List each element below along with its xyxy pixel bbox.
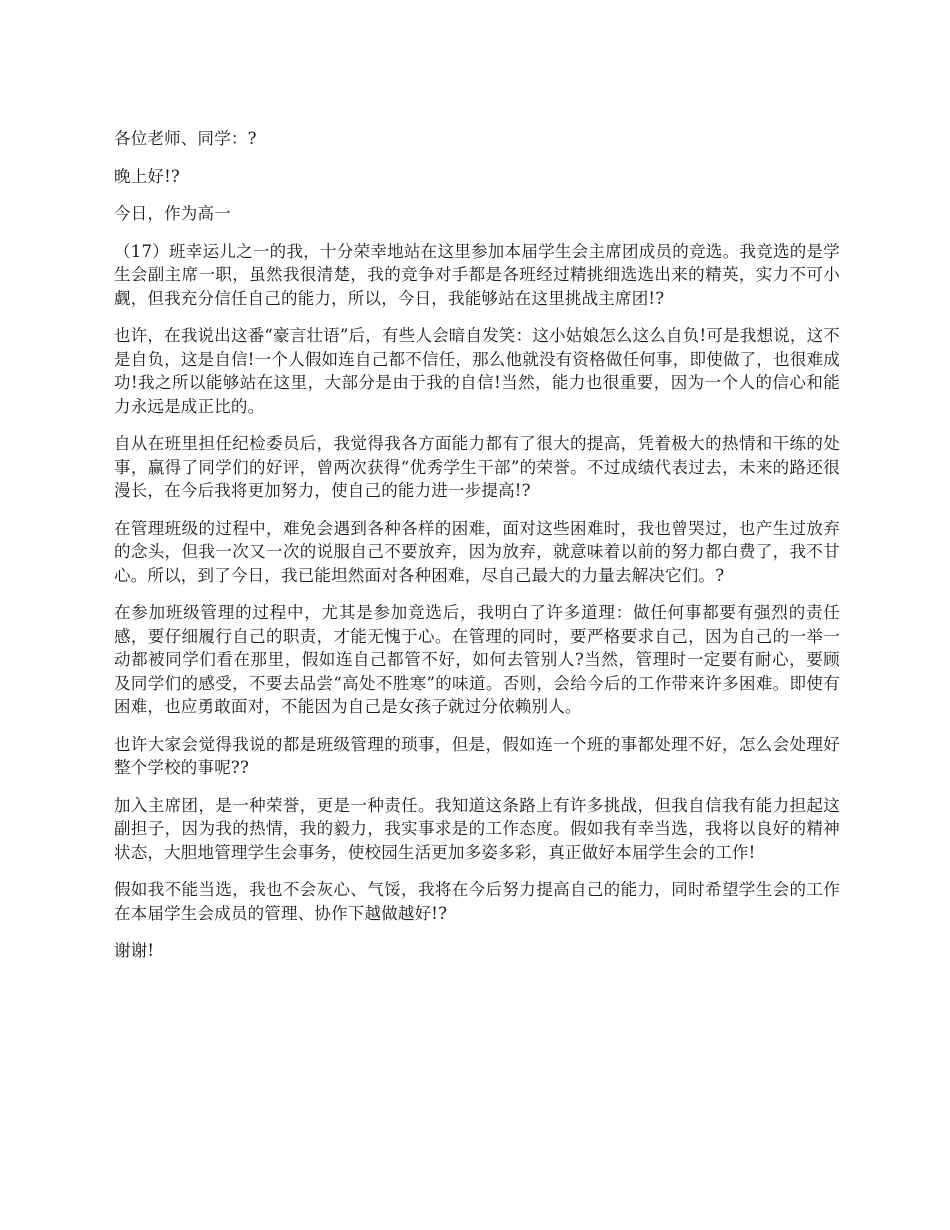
- paragraph-if-not-elected: 假如我不能当选，我也不会灰心、气馁，我将在今后努力提高自己的能力，同时希望学生会的工作在本届学生会成员的管理、协作下越做越好!?: [114, 880, 840, 923]
- document-body: [114, 127, 840, 977]
- paragraph-responsibility: 加入主席团，是一种荣誉，更是一种责任。我知道这条路上有许多挑战，但我自信我有能力担起这副担子，因为我的热情，我的毅力，我实事求是的工作态度。假如我有幸当选，我将以良好的精神状态，大胆地管理学生会事务，使校园生活更加多姿多彩，真正做好本届学生会的工作!: [114, 795, 840, 862]
- paragraph-difficulties: 在管理班级的过程中，难免会遇到各种各样的困难，面对这些困难时，我也曾哭过，也产生过放弃的念头，但我一次又一次的说服自己不要放弃，因为放弃，就意味着以前的努力都白费了，我不甘心。所以，到了今日，我已能坦然面对各种困难，尽自己最大的力量去解决它们。?: [114, 518, 840, 585]
- greeting: 晚上好!?: [114, 166, 180, 186]
- paragraph-experience: 自从在班里担任纪检委员后，我觉得我各方面能力都有了很大的提高，凭着极大的热情和干练的处事，赢得了同学们的好评，曾两次获得“优秀学生干部”的荣誉。不过成绩代表过去，未来的路还很漫长，在今后我将更加努力，使自己的能力进一步提高!?: [114, 434, 840, 500]
- paragraph-confidence: 也许，在我说出这番“豪言壮语”后，有些人会暗自发笑：这小姑娘怎么这么自负!可是我想说，这不是自负，这是自信!一个人假如连自己都不信任，那么他就没有资格做任何事，即使做了，也很难成功!我之所以能够站在这里，大部分是由于我的自信!当然，能力也很重要，因为一个人的信心和能力永远是成正比的。: [114, 326, 840, 416]
- salutation: 各位老师、同学：?: [114, 129, 257, 148]
- paragraph-class-management: 也许大家会觉得我说的都是班级管理的琐事，但是，假如连一个班的事都处理不好，怎么会处理好整个学校的事呢??: [114, 734, 840, 777]
- paragraph-candidacy: （17）班幸运儿之一的我，十分荣幸地站在这里参加本届学生会主席团成员的竞选。我竞选的是学生会副主席一职，虽然我很清楚，我的竞争对手都是各班经过精挑细选选出来的精英，实力不可小觑，但我充分信任自己的能力，所以，今日，我能够站在这里挑战主席团!?: [114, 241, 840, 308]
- intro-line: 今日，作为高一: [114, 204, 231, 223]
- closing-thanks: 谢谢!: [114, 941, 155, 960]
- paragraph-lessons: 在参加班级管理的过程中，尤其是参加竞选后，我明白了许多道理：做任何事都要有强烈的责任感，要仔细履行自己的职责，才能无愧于心。在管理的同时，要严格要求自己，因为自己的一举一动都被同学们看在那里，假如连自己都管不好，如何去管别人?当然，管理时一定要有耐心，要顾及同学们的感受，不要去品尝“高处不胜寒”的味道。否则，会给今后的工作带来许多困难。即使有困难，也应勇敢面对，不能因为自己是女孩子就过分依赖别人。: [114, 603, 840, 716]
